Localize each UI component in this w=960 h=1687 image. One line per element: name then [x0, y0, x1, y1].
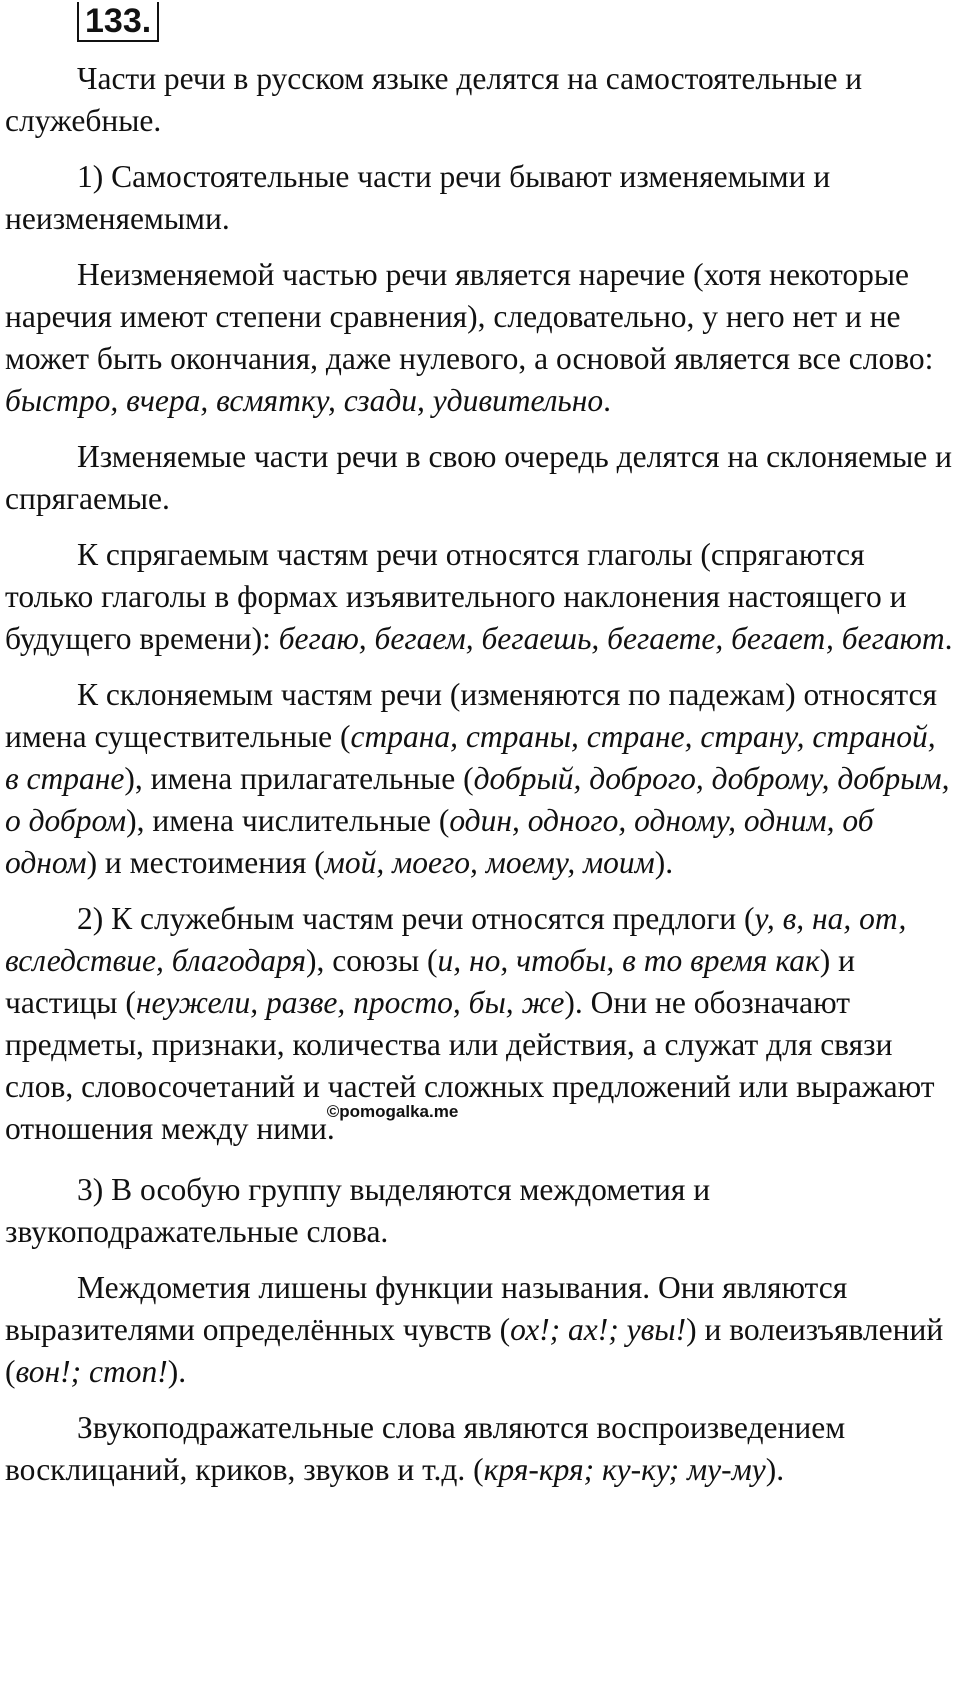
- interjection-feeling-examples: ох!; ах!; увы!: [510, 1312, 687, 1347]
- paragraph-2-text: 1) Самостоятельные части речи бывают изменяемыми и неизменяемыми.: [5, 159, 831, 236]
- paragraph-5: [5, 534, 955, 660]
- verb-examples: бегаю, бегаем, бегаешь, бегаете, бегает, бегают: [278, 621, 945, 656]
- paragraph-6-text-3: ), имена числительные (: [126, 803, 450, 838]
- paragraph-9: [5, 1267, 955, 1393]
- paragraph-3-text: Неизменяемой частью речи является наречие (хотя некоторые наречия имеют степени сравнения), следовательно, у него нет и не может быть окончания, даже нулевого, а основой является все слово:: [5, 257, 934, 376]
- paragraph-1-text: Части речи в русском языке делятся на самостоятельные и служебные.: [5, 61, 863, 138]
- paragraph-6-text-4: ) и местоимения (: [86, 845, 325, 880]
- answer-text: [5, 58, 955, 1505]
- interjection-will-examples: вон!; стоп!: [15, 1354, 168, 1389]
- adjective-examples: добрый, доброго, доброму, добрым, о добром: [5, 761, 950, 838]
- paragraph-7-text-4: ). Они не обозначают предметы, признаки, количества или действия, а служат для связи слов, словосочетаний и частей сложных предложений или выражают отношения между ними.: [5, 985, 935, 1146]
- paragraph-2: [5, 156, 955, 240]
- noun-examples: страна, страны, стране, страну, страной, в стране: [5, 719, 936, 796]
- paragraph-9-text-2: ) и волеизъявлений (: [5, 1312, 944, 1389]
- paragraph-10-end: ).: [765, 1452, 785, 1487]
- paragraph-9-end: ).: [167, 1354, 187, 1389]
- onomatopoeia-examples: кря-кря; ку-ку; му-му: [483, 1452, 766, 1487]
- conjunction-examples: и, но, чтобы, в то время как: [437, 943, 820, 978]
- preposition-examples: у, в, на, от, вследствие, благодаря: [5, 901, 907, 978]
- paragraph-6-end: ).: [654, 845, 674, 880]
- paragraph-8-text: 3) В особую группу выделяются междометия и звукоподражательные слова.: [5, 1172, 711, 1249]
- particle-examples: неужели, разве, просто, бы, же: [135, 985, 565, 1020]
- paragraph-5-text: К спрягаемым частям речи относятся глаголы (спрягаются только глаголы в формах изъявительного наклонения настоящего и будущего времени):: [5, 537, 907, 656]
- paragraph-6-text-2: ), имена прилагательные (: [124, 761, 474, 796]
- numeral-examples: один, одного, одному, одним, об одном: [5, 803, 874, 880]
- paragraph-6: [5, 674, 955, 884]
- adverb-examples: быстро, вчера, всмятку, сзади, удивительно: [5, 383, 604, 418]
- paragraph-7-text-3: ) и частицы (: [5, 943, 855, 1020]
- paragraph-3: [5, 254, 955, 422]
- paragraph-7-text-2: ), союзы (: [306, 943, 438, 978]
- watermark: ©pomogalka.me: [326, 1102, 459, 1121]
- paragraph-6-text: К склоняемым частям речи (изменяются по падежам) относятся имена существительные (: [5, 677, 938, 754]
- paragraph-8: [5, 1169, 955, 1253]
- pronoun-examples: мой, моего, моему, моим: [324, 845, 655, 880]
- paragraph-5-end: .: [944, 621, 953, 656]
- paragraph-10: [5, 1407, 955, 1491]
- paragraph-3-end: .: [603, 383, 612, 418]
- paragraph-7-text: 2) К служебным частям речи относятся предлоги (: [77, 901, 755, 936]
- paragraph-7: [5, 898, 955, 1155]
- paragraph-10-text: Звукоподражательные слова являются воспроизведением восклицаний, криков, звуков и т.д. (: [5, 1410, 846, 1487]
- paragraph-4-text: Изменяемые части речи в свою очередь делятся на склоняемые и спрягаемые.: [5, 439, 952, 516]
- paragraph-9-text: Междометия лишены функции называния. Они являются выразителями определённых чувств (: [5, 1270, 848, 1347]
- paragraph-4: [5, 436, 955, 520]
- paragraph-1: [5, 58, 955, 142]
- exercise-number: 133.: [77, 2, 159, 42]
